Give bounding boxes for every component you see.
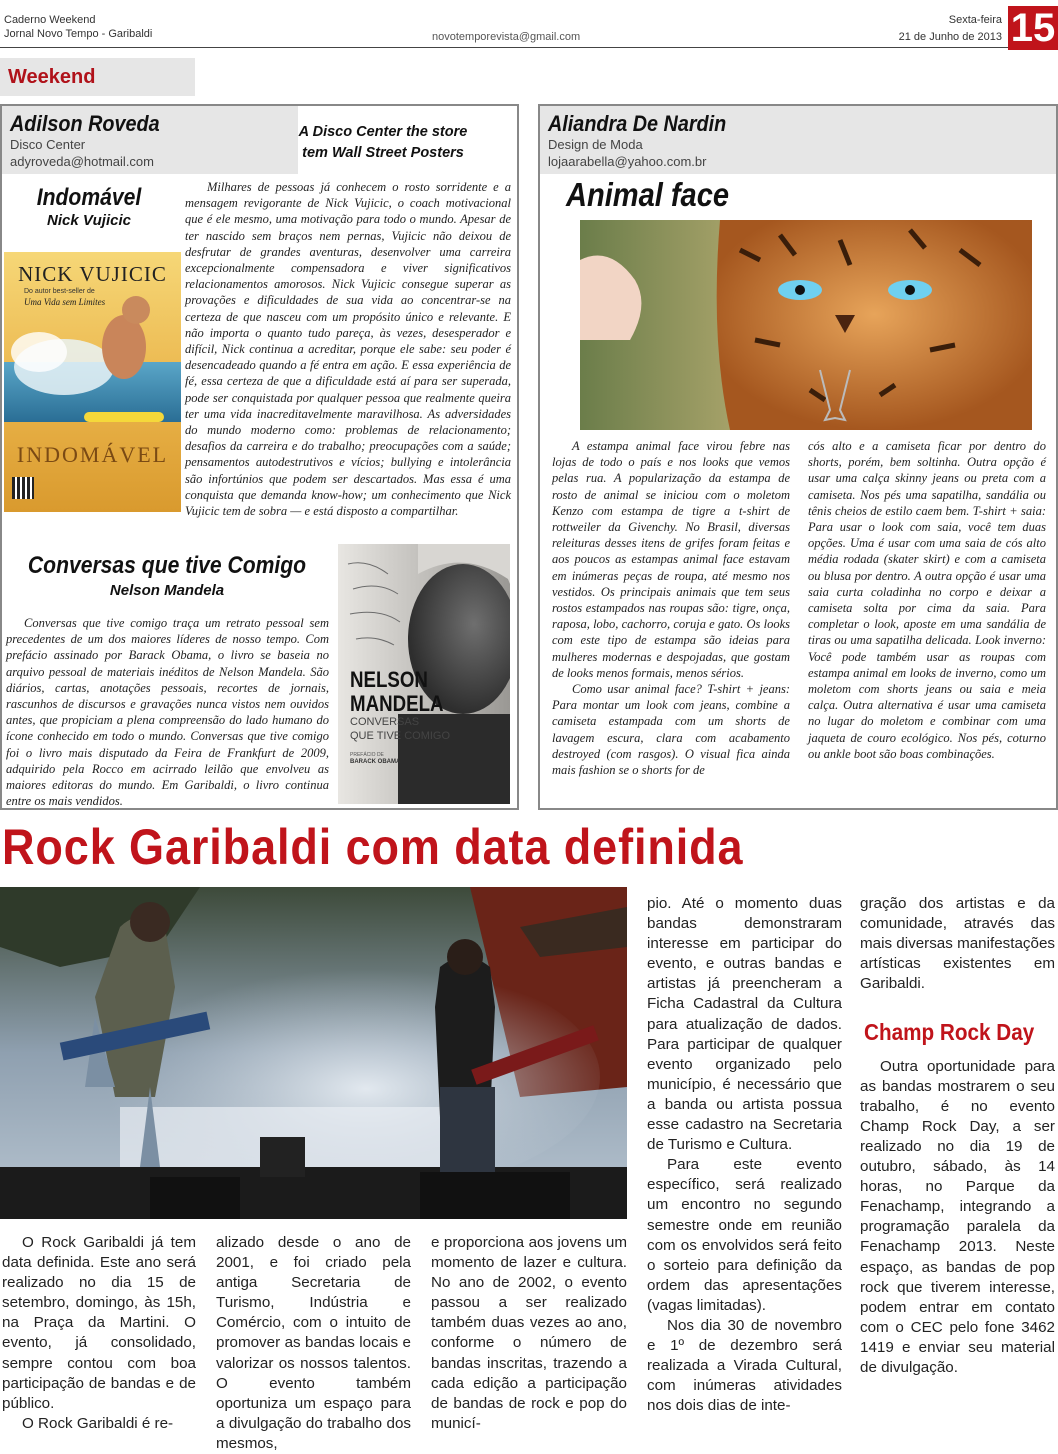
book2-cover-pref: PREFÁCIO DE	[350, 752, 384, 758]
right-column-role: Design de Moda	[548, 137, 643, 152]
left-column-box	[0, 104, 519, 810]
left-column-company: Disco Center	[10, 137, 86, 152]
book2-author: Nelson Mandela	[109, 582, 225, 599]
left-column-author: Adilson Roveda	[10, 111, 160, 136]
article-headline: Rock Garibaldi com data definida	[2, 819, 744, 875]
book2-cover-name2: MANDELA	[350, 691, 444, 716]
article-col5	[860, 894, 1055, 1378]
book1-cover-sub: Do autor best-seller de	[24, 288, 95, 295]
article-col1-para2: O Rock Garibaldi é re-	[22, 1414, 174, 1432]
header-caderno: Caderno Weekend	[4, 14, 96, 26]
book1-author: Nick Vujicic	[47, 212, 131, 229]
qr-code-icon	[12, 477, 34, 499]
book1-cover-title: INDOMÁVEL	[16, 442, 169, 467]
book2-cover-sub1: CONVERSAS	[350, 716, 420, 728]
book2-cover-sub2: QUE TIVE COMIGO	[350, 730, 451, 742]
article-col2: alizado desde o ano de 2001, e foi criado pela antiga Secretaria de Turismo, Indústria e Comércio, com o intuito de promover as bandas locais e valorizar os nossos talentos. O evento também oportuniza um espaço para a divulgação do trabalho dos mesmos,	[216, 1234, 411, 1452]
tagline-line1: A Disco Center the store	[298, 124, 468, 140]
book1-title: Indomável	[36, 184, 142, 211]
article-col5-para1: gração dos artistas e da comunidade, através das mais diversas manifestações artísticas existentes em Garibaldi.	[860, 895, 1055, 993]
header-date: 21 de Junho de 2013	[898, 31, 1002, 43]
article-col1-para1: O Rock Garibaldi já tem data definida. Este ano será realizado no dia 15 de setembro, domingo, às 15h, na Praça da Martini. O evento, já consolidado, sempre contou com boa participação de bandas e de público.	[2, 1234, 196, 1412]
book2-cover	[338, 544, 510, 804]
section-label: Weekend	[0, 58, 195, 96]
page-number: 15	[1008, 6, 1058, 50]
animal-face-para2: Como usar animal face? T-shirt + jeans: Para montar um look com jeans, combine a camiseta estampada com um shorts de lavagem escura, clara com acabamento destroyed (com rasgos). O visual fica ainda mais fashion se o shorts for de	[552, 682, 790, 778]
animal-face-text-col1	[552, 438, 790, 778]
book1-cover-name: NICK VUJICIC	[18, 262, 167, 286]
article-col3: e proporciona aos jovens um momento de lazer e cultura. No ano de 2002, o evento passou a ser realizado também duas vezes ao ano, conforme o número de bandas inscritas, trazendo a cada edição a participação de bandas de rock e pop do municí-	[431, 1234, 627, 1432]
concert-photo	[0, 887, 627, 1219]
book2-title: Conversas que tive Comigo	[27, 552, 307, 579]
header-jornal: Jornal Novo Tempo - Garibaldi	[4, 28, 153, 40]
article-col5-para2: Outra oportunidade para as bandas mostrarem o seu trabalho, é no evento Champ Rock Day, a ser realizado no dia 19 de outubro, sábado, às 14 horas, no Parque da Fenachamp, integrando a programação paralela da Fenachamp 2013. Neste espaço, as bandas de pop rock que tiverem interesse, podem entrar em contato com o CEC pelo fone 3462 1419 e enviar seu material de divulgação.	[860, 1057, 1055, 1376]
right-column-box	[538, 104, 1058, 810]
animal-face-photo-art	[580, 220, 1032, 430]
right-column-author: Aliandra De Nardin	[548, 111, 727, 136]
book1-cover	[4, 252, 181, 512]
book1-text: Milhares de pessoas já conhecem o rosto sorridente e a mensagem revigorante de Nick Vujicic, o coach motivacional que é ele mesmo, uma motivação para todo o mundo. Apesar de ter nascido sem braços nem pernas, Vujicic não deixou de desfrutar de grandes aventuras, desenvolver uma carreira excepcionalmente compensadora e viver significativos relacionamentos amorosos. Nick Vujicic consegue superar as provações e dificuldades de sua vida ao concentrar-se na certeza de que nasceu com um propósito único e relevante. E não importa o quanto tudo pareça, às vezes, desesperador e difícil, Nick continua a acreditar, porque ele sabe: seu poder é desencadeado quando a fé entra em ação. E essa experiência de fé, essa certeza de que a dificuldade está aí para ser superada, pode ser conquistada por qualquer pessoa que realmente queira ter uma vida inacreditavelmente maravilhosa. As adversidades do mundo moderno como: problemas de relacionamento; desafios da carreira e do trabalho; preocupações com a saúde; pensamentos autodestrutivos e vícios; bullying e intolerância são infortúnios que podem ser descartados. Mas essa é uma conquista que demanda know-how; um conhecimento que Nick Vujicic tem de sobra — e está disposto a compartilhar.	[185, 180, 511, 519]
left-tagline	[298, 122, 468, 164]
left-column-email: adyroveda@hotmail.com	[10, 154, 154, 169]
article-col4-para1: pio. Até o momento duas bandas demonstraram interesse em participar do evento, e outras bandas e artistas já preencheram a Ficha Cadastral da Cultura para atualização de dados. Para participar de qualquer evento organizado pelo município, é necessário que a banda ou artista possua esse cadastro na Secretaria de Turismo e Cultura.	[647, 895, 842, 1154]
header-rule	[0, 47, 1008, 48]
article-col4-para2: Para este evento específico, será realizado um encontro no segundo semestre onde em reunião com os envolvidos será feito o sorteio para definição da ordem das apresentações (vagas limitadas).	[647, 1156, 842, 1314]
animal-face-text-col2: cós alto e a camiseta ficar por dentro do shorts, porém, bem soltinha. Outra opção é usar uma calça skinny jeans ou preta com a camiseta. Nos pés uma sapatilha, sandália ou tênis cheios de estilo caem bem. T-shirt + saia: Para usar o look com saia, você tem duas opções. Uma é usar com uma saia de cós alto média rodada (skater skirt) e com a camiseta ou blusa por dentro. A outra opção é usar uma saia curta coladinha no corpo e deixar a camiseta solta por cima da saia. Para completar o look, aposte em uma sandália de tiras ou uma sapatilha delicada. Look inverno: Você pode também usar as roupas com estampa animal em looks de inverno, como um moletom com shorts jeans ou saia e meia calça. Outra alternativa é usar uma camiseta no lugar do moletom e combinar com uma jaqueta de couro ecológico. Nos pés, coturno ou ankle boot são boas combinações.	[808, 439, 1046, 761]
animal-face-title: Animal face	[566, 176, 730, 213]
article-col1	[2, 1233, 196, 1434]
tagline-line2: tem Wall Street Posters	[302, 145, 464, 161]
book2-cover-name1: NELSON	[350, 667, 428, 692]
animal-face-photo	[580, 220, 1032, 430]
book1-cover-sub2: Uma Vida sem Limites	[24, 297, 106, 307]
animal-face-para1: A estampa animal face virou febre nas lojas de todo o país e nos looks que vemos pelas rua. A popularização da estampa de rosto de animal se iniciou com o moletom Kenzo com estampa de tigre a t-shirt de rottweiler da Givenchy. No Brasil, diversas releituras desses itens de grifes foram feitas e aos poucos as estampas animal face estavam em inúmeras peças de roupa, até mesmo nos vestidos. Os principais animais que tem seus rostos estampados nas roupas são: tigre, onça, raposa, lobo, cachorro, coruja e gato. Os looks com este tipo de estampa são ideias para mulheres modernas e despojadas, que gostam de looks menos formais, menos sérios.	[552, 439, 790, 680]
right-column-email: lojaarabella@yahoo.com.br	[548, 154, 707, 169]
champ-rock-day-subhead: Champ Rock Day	[864, 1019, 1035, 1046]
article-col4-para3: Nos dia 30 de novembro e 1º de dezembro será realizada a Virada Cultural, com inúmeras atividades nos dois dias de inte-	[647, 1316, 842, 1415]
article-col4	[647, 894, 842, 1416]
header-email: novotemporevista@gmail.com	[432, 31, 581, 43]
header-weekday: Sexta-feira	[948, 14, 1002, 26]
book2-text: Conversas que tive comigo traça um retrato pessoal sem precedentes de um dos maiores líderes de nosso tempo. Com prefácio assinado por Barack Obama, o livro se baseia no arquivo pessoal de materiais inéditos de Nelson Mandela. São diários, cartas, anotações pessoais, recortes de jornais, rascunhos de discursos e gravações nunca vistos nem ouvidos antes, que propiciam a plena compreensão do lado humano do ícone conhecido em todo o mundo. Conversas que tive comigo foi o livro mais disputado da Feira de Frankfurt de 2009, adquirido pela Rocco em acirrado leilão que envolveu as maiores editoras do mundo. Em Garibaldi, o livro continua entre os mais vendidos.	[6, 616, 329, 809]
book2-cover-pref2: BARACK OBAMA	[350, 759, 401, 765]
concert-photo-art	[0, 887, 627, 1219]
